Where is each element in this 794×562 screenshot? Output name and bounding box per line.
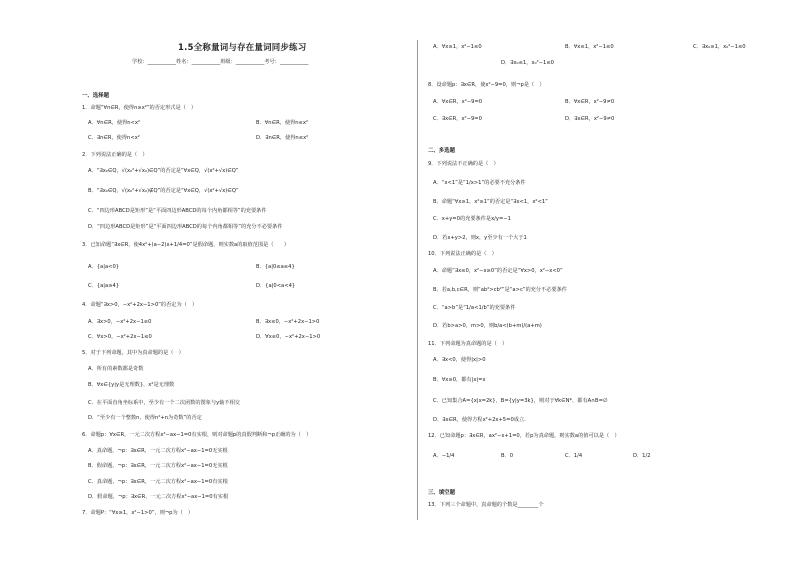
question-10-stem: 10．下列说法正确的是（ ） <box>428 251 497 257</box>
question-4-option-a: A．∃x>0，−x²+2x−1≤0 <box>88 319 152 325</box>
question-9-stem: 9．下列说法不正确的是（ ） <box>428 161 499 167</box>
question-7-option-b: B．∀x≤1，x²−1≤0 <box>565 44 614 50</box>
question-4-option-c: C．∀x>0，−x²+2x−1≤0 <box>88 334 152 340</box>
question-12-stem: 12．已知命题p：∃x∈R，ax²−x+1=0，若p为真命题，则实数a的值可以是（ ） <box>428 433 620 439</box>
question-11-stem: 11．下列命题为真命题的是（ ） <box>428 341 508 347</box>
question-11-option-d: D．∃x∈R，使得方程x²+2x+5=0成立. <box>433 417 526 423</box>
question-3-option-c: C．{a|a≥4} <box>88 283 120 289</box>
question-9-option-a: A．“x<1”是“1/x>1”的必要不充分条件 <box>433 180 526 186</box>
question-1-option-d: D．∃n∈R，使得n≤x² <box>256 135 309 141</box>
question-1-option-c: C．∃n∈R，使得n<x² <box>88 135 140 141</box>
question-7-option-d: D．∃x₀≤1，x₀²−1≤0 <box>501 60 554 66</box>
question-8-option-b: B．∀x∈R，x²−9≠0 <box>565 99 615 105</box>
question-10-option-c: C．“a>b”是“1/a<1/b”的充要条件 <box>433 305 516 311</box>
question-11-option-c: C．已知集合A={x|x=2k}，B={y|y=3k}，则对于∀k∈N*，都有A∩B=∅ <box>433 398 608 404</box>
question-7-option-a: A．∀x≥1，x²−1≤0 <box>433 44 482 50</box>
question-1-stem: 1．命题“∀n∈R，使得n≥x²”的否定形式是（ ） <box>82 105 197 111</box>
question-4-stem: 4．命题“∃x>0，−x²+2x−1>0”的否定为（ ） <box>82 302 198 308</box>
question-3-option-d: D．{a|0<a<4} <box>256 283 296 289</box>
question-2-option-b: B．“∃x₀∈Q，√(x₀²+√x₀)∉Q”的否定是“∀x∈Q，√(x²+√x)∈Q” <box>88 188 239 194</box>
question-12-option-c: C．1/4 <box>565 453 583 459</box>
question-9-option-d: D．若x+y>2，则x，y至少有一个大于1 <box>433 235 527 241</box>
question-11-option-a: A．∃x<0，使得|x|>0 <box>433 357 486 363</box>
question-6-option-b: B．假命题，¬p：∃x∈R，一元二次方程x²−ax−1=0无实根 <box>88 463 228 469</box>
question-3-stem: 3．已知命题“∃x∈R，使4x²+(a−2)x+1/4=0”是假命题，则实数a的取值范围是（ ） <box>82 242 290 248</box>
question-3-option-b: B．{a|0≤a≤4} <box>256 264 295 270</box>
question-9-option-c: C．x+y=0的充要条件是x/y=−1 <box>433 216 511 222</box>
section-fill-in-title: 三、填空题 <box>428 490 455 496</box>
question-2-option-a: A．“∃x₀∈Q，√(x₀²+√x₀)∈Q”的否定是“∀x∈Q，√(x²+√x)∈Q” <box>88 168 239 174</box>
question-5-option-c: C．在平面直角坐标系中，至少有一个二次函数的图象与y轴不相交 <box>88 400 240 406</box>
question-4-option-b: B．∃x≤0，−x²+2x−1>0 <box>256 319 320 325</box>
question-12-option-d: D．1/2 <box>633 453 651 459</box>
divider-line <box>417 40 418 520</box>
question-11-option-b: B．∀x≥0，都有|x|=x <box>433 377 486 383</box>
student-info-line: 学校：___________姓名：___________班级：___________考号：___________ <box>132 59 309 65</box>
question-6-stem: 6．命题p：∀x∈R，一元二次方程x²−ax−1=0有实根，则对命题p的真假判断和¬p正确的为（ ） <box>82 432 312 438</box>
question-2-option-d: D．“四边形ABCD是矩形”是“平面四边形ABCD的每个内角都相等”的充分不必要条件 <box>88 224 283 230</box>
question-1-option-a: A．∀n∈R，使得n<x² <box>88 120 141 126</box>
question-5-stem: 5．对于下列命题，其中为真命题的是（ ） <box>82 350 184 356</box>
question-8-stem: 8．设命题p：∃x∈R，使x²−9=0，则¬p是（ ） <box>428 82 545 88</box>
question-3-option-a: A．{a|a<0} <box>88 264 120 270</box>
question-9-option-b: B．命题“∀x≥1，x²≥1”的否定是“∃x<1，x²<1” <box>433 199 548 205</box>
question-5-option-a: A．所有的素数都是奇数 <box>88 366 144 372</box>
question-10-option-d: D．若b>a>0，m>0，则b/a<(b+m)/(a+m) <box>433 323 542 329</box>
question-5-option-b: B．∀x∈{y|y是无理数}，x²是无理数 <box>88 382 175 388</box>
question-6-option-c: C．真命题，¬p：∃x∈R，一元二次方程x²−ax−1=0有实根 <box>88 479 228 485</box>
question-8-option-a: A．∀x∈R，x²−9=0 <box>433 99 483 105</box>
question-2-option-c: C．“四边形ABCD是矩形”是“平面四边形ABCD的每个内角都相等”的充要条件 <box>88 208 267 214</box>
question-5-option-d: D．“至少有一个整数n，使得n²+n为奇数”的否定 <box>88 415 202 421</box>
question-2-stem: 2．下列说法正确的是（ ） <box>82 152 148 158</box>
question-4-option-d: D．∀x≤0，−x²+2x−1>0 <box>256 334 321 340</box>
question-8-option-c: C．∃x∈R，x²−9=0 <box>433 116 482 122</box>
question-10-option-a: A．命题“∃x≤0，x²−x≥0”的否定是“∀x>0，x²−x<0” <box>433 268 563 274</box>
question-13-stem: 13．下列三个命题中，真命题的个数是________个 <box>428 502 544 508</box>
question-6-option-d: D．假命题，¬p：∃x∈R，一元二次方程x²−ax−1=0有实根 <box>88 494 229 500</box>
question-12-option-a: A．−1/4 <box>433 453 455 459</box>
question-10-option-b: B．若a,b,c∈R，则“ab²>cb²”是“a>c”的充分不必要条件 <box>433 287 567 293</box>
question-12-option-b: B．0 <box>501 453 514 459</box>
section-choice-title: 一、选择题 <box>82 93 109 99</box>
question-7-option-c: C．∃x₀≥1，x₀²−1≤0 <box>693 44 746 50</box>
question-1-option-b: B．∀n∈R，使得n≤x² <box>256 120 309 126</box>
question-7-stem: 7．命题P：“∀x≥1，x²−1>0”，则¬p为（ ） <box>82 510 194 516</box>
page-title: 1.5全称量词与存在量词同步练习 <box>178 42 307 52</box>
section-multiple-choice-title: 二、多选题 <box>428 148 455 154</box>
question-8-option-d: D．∃x∈R，x²−9≠0 <box>565 116 615 122</box>
question-6-option-a: A．真命题，¬p：∃x∈R，一元二次方程x²−ax−1=0无实根 <box>88 448 228 454</box>
